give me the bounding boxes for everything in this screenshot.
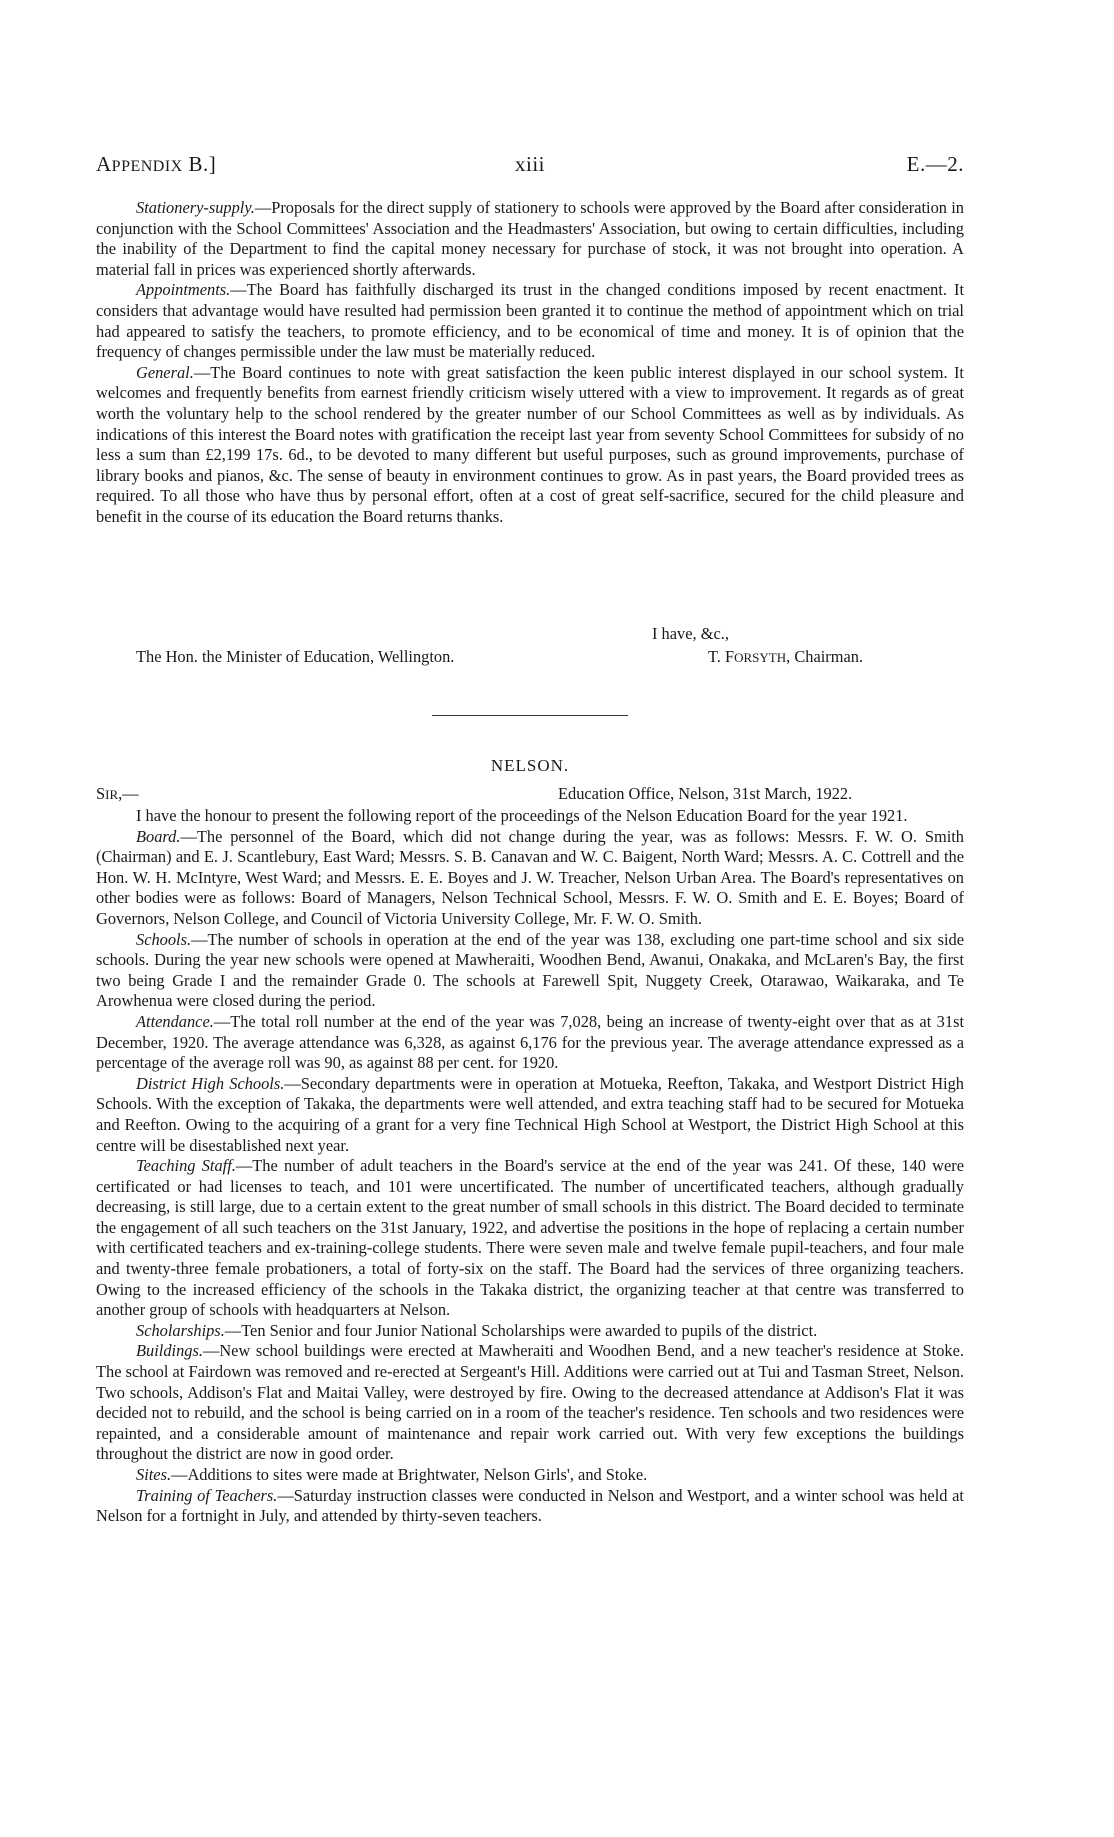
paragraph-schools: Schools.—The number of schools in operation at the end of the year was 138, excluding one part-time school and six side schools. During the year new schools were opened at Mawheraiti, Woodhen Bend, Awanui, Onakaka, and McLaren's Bay, the first two being Grade I and the remainder Grade 0. The schools at Farewell Spit, Nuggety Creek, Otarawao, Waikaraka, and Te Arowhenua were closed during the period. xyxy=(96,929,964,1011)
running-header xyxy=(96,152,964,178)
paragraph-attendance: Attendance.—The total roll number at the end of the year was 7,028, being an increase of twenty-eight over that as at 31st December, 1920. The average attendance was 6,328, as against 6,176 for the previous year. The average attendance expressed as a percentage of the average roll was 90, as against 88 per cent. for 1920. xyxy=(96,1011,964,1073)
paragraph-sites: Sites.—Additions to sites were made at Brightwater, Nelson Girls', and Stoke. xyxy=(136,1465,648,1484)
paragraph-buildings: Buildings.—New school buildings were erected at Mawheraiti and Woodhen Bend, and a new teacher's residence at Stoke. The school at Fairdown was removed and re-erected at Sergeant's Hill. Additions were carried out at Tui and Tasman Street, Nelson. Two schools, Addison's Flat and Maitai Valley, were destroyed by fire. Owing to the decreased attendance at Addison's Flat it was decided not to rebuild, and the school is being carried on in a room of the teacher's residence. Ten schools and two residences were repainted, and a considerable amount of maintenance and repair work carried out. With very few exceptions the buildings throughout the district are now in good order. xyxy=(96,1341,964,1464)
report-reference: E.—2. xyxy=(906,152,964,176)
paragraph-general: General.—The Board continues to note with great satisfaction the keen public interest displayed in our school system. It welcomes and frequently benefits from earnest friendly criticism wisely uttered with a view to improvement. It regards as of great worth the voluntary help to the school rendered by the greater number of our School Committees as well as by individuals. As indications of this interest the Board notes with gratification the receipt last year from seventy School Committees for subsidy of no less a sum than £2,199 17s. 6d., to be devoted to many different but useful purposes, such as ground improvements, purchase of library books and pianos, &c. The sense of beauty in environment continues to grow. As in past years, the Board provided trees as required. To all those who have thus by personal effort, often at a cost of great self-sacrifice, secured for the child pleasure and benefit in the course of its education the Board returns thanks. xyxy=(96,362,964,526)
paragraph-district-high-schools: District High Schools.—Secondary departments were in operation at Motueka, Reefton, Takaka, and Westport District High Schools. With the exception of Takaka, the departments were well attended, and extra teaching staff had to be secured for Motueka and Reefton. Owing to the acquiring of a grant for a very fine Technical High School at Westport, the District High School at this centre will be disestablished next year. xyxy=(96,1073,964,1155)
paragraph-stationery-supply: Stationery-supply.—Proposals for the direct supply of stationery to schools were approved by the Board after consideration in conjunction with the School Committees' Association and the Headmasters' Association, but owing to certain difficulties, including the inability of the Department to find the capital money necessary for purchase of stock, it was not brought into operation. A material fall in prices was experienced shortly afterwards. xyxy=(96,198,964,279)
nelson-report-body xyxy=(96,806,964,1527)
paragraph-board: Board.—The personnel of the Board, which did not change during the year, was as follows: Messrs. F. W. O. Smith (Chairman) and E. J. Scantlebury, East Ward; Messrs. S. B. Canavan and W. C. Baigent, North Ward; Messrs. A. C. Cottrell and the Hon. W. H. McIntyre, West Ward; and Messrs. E. E. Boyes and J. W. Treacher, Nelson Urban Area. The Board's representatives on other bodies were as follows: Board of Managers, Nelson Technical School, Messrs. F. W. O. Smith and E. E. Boyes; Board of Governors, Nelson College, and Council of Victoria University College, Mr. F. W. O. Smith. xyxy=(96,826,964,928)
appendix-label: APPENDIX B.] xyxy=(96,152,217,176)
paragraph-teaching-staff: Teaching Staff.—The number of adult teachers in the Board's service at the end of the year was 241. Of these, 140 were certificated or had licenses to teach, and 101 were uncertificated. The number of uncertificated teachers, although gradually decreasing, is still large, due to a certain extent to the great number of small schools in this district. The Board decided to terminate the engagement of all such teachers on the 31st January, 1922, and advertise the positions in the hope of replacing a certain number with certificated teachers and ex-training-college students. There were seven male and twelve female pupil-teachers, and four male and twenty-three female probationers, a total of forty-six on the staff. The Board had the services of three organizing teachers. Owing to the increased efficiency of the schools in the Takaka district, the organizing teacher at that centre was transferred to another group of schools with headquarters at Nelson. xyxy=(96,1156,964,1320)
addressee: The Hon. the Minister of Education, Wellington. xyxy=(136,647,455,666)
address-date: Education Office, Nelson, 31st March, 1922. xyxy=(558,784,853,803)
paragraph-intro: I have the honour to present the following report of the proceedings of the Nelson Education Board for the year 1921. xyxy=(136,806,908,825)
paragraph-training-of-teachers: Training of Teachers.—Saturday instruction classes were conducted in Nelson and Westport, and a winter school was held at Nelson for a fortnight in July, and attended by thirty-seven teachers. xyxy=(96,1485,964,1526)
paragraph-appointments: Appointments.—The Board has faithfully discharged its trust in the changed conditions imposed by recent enactment. It considers that advantage would have resulted had permission been granted it to continue the method of appointment which on trial had appeared to satisfy the teachers, to promote efficiency, and to be economical of time and money. It is of opinion that the frequency of changes permissible under the law must be materially reduced. xyxy=(96,280,964,362)
section-divider xyxy=(432,715,628,716)
signatory: T. FORSYTH, Chairman. xyxy=(708,647,864,666)
salutation: SIR,— xyxy=(96,784,139,803)
previous-report-body xyxy=(96,198,964,528)
section-heading: NELSON. xyxy=(490,756,570,775)
page-number: xiii xyxy=(514,152,545,176)
paragraph-scholarships: Scholarships.—Ten Senior and four Junior National Scholarships were awarded to pupils of the district. xyxy=(136,1320,818,1340)
